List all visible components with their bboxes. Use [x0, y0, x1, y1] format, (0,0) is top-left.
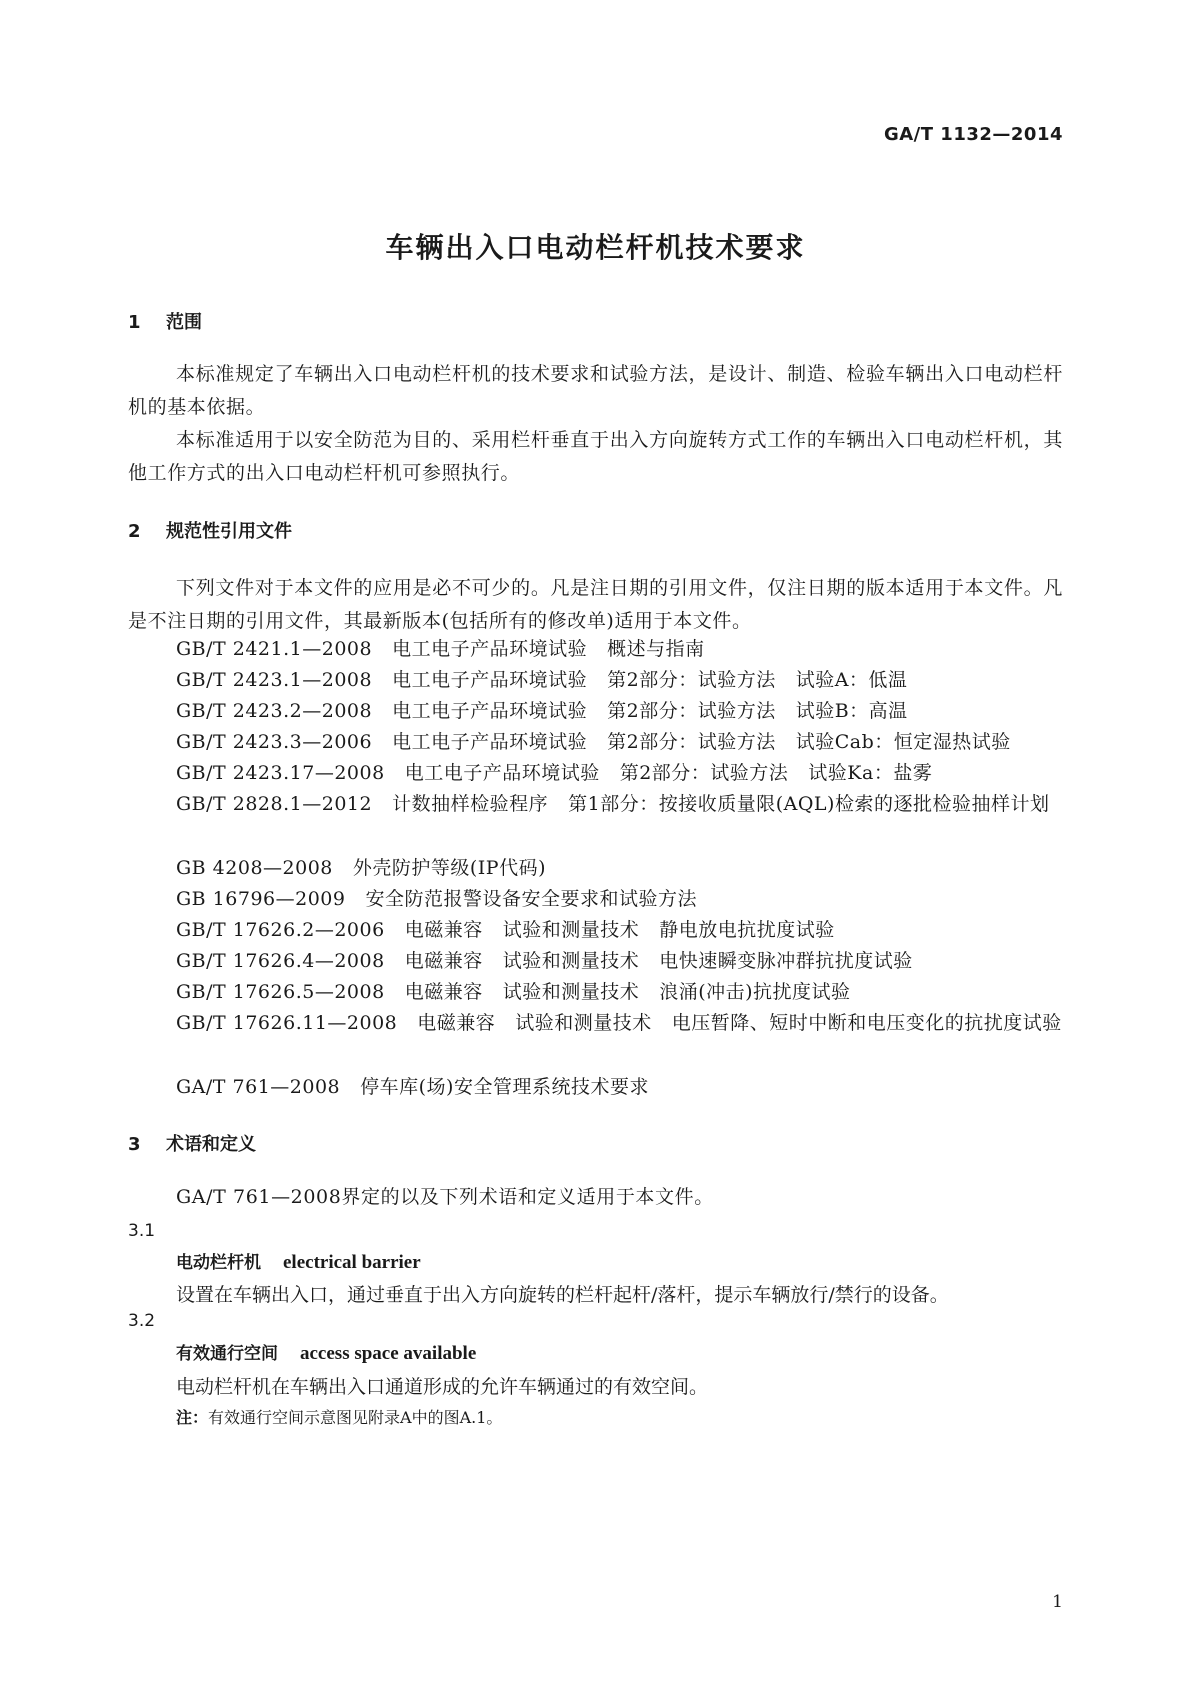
term-english: access space available	[300, 1343, 477, 1364]
reference-title: 静电放电抗扰度试验	[659, 919, 835, 941]
reference-title: 外壳防护等级(IP代码)	[352, 857, 547, 879]
reference-title: 电快速瞬变脉冲群抗扰度试验	[659, 950, 913, 972]
reference-title: 电磁兼容	[404, 919, 483, 941]
reference-title: 电工电子产品环境试验	[404, 762, 600, 784]
reference-item	[128, 695, 1063, 728]
reference-title: 试验A：低温	[795, 669, 908, 691]
reference-title: 电工电子产品环境试验	[392, 638, 588, 660]
reference-code: GB/T 17626.11—2008	[176, 1012, 398, 1034]
reference-title: 第1部分：按接收质量限(AQL)检索的逐批检验抽样计划	[568, 793, 1050, 815]
reference-title: 计数抽样检验程序	[392, 793, 549, 815]
reference-item	[128, 852, 1063, 885]
reference-item	[128, 757, 1063, 790]
reference-item	[128, 1007, 1063, 1040]
section-number: 1	[128, 312, 141, 333]
reference-title: 试验和测量技术	[515, 1012, 652, 1034]
section-2-heading	[128, 517, 292, 543]
page-number: 1	[1052, 1592, 1063, 1612]
term-number: 3.1	[128, 1221, 156, 1241]
section-title: 术语和定义	[166, 1134, 256, 1155]
reference-title: 电磁兼容	[404, 981, 483, 1003]
reference-title: 电磁兼容	[404, 950, 483, 972]
reference-code: GB/T 2421.1—2008	[176, 638, 373, 660]
reference-title: 电工电子产品环境试验	[392, 669, 588, 691]
reference-title: 安全防范报警设备安全要求和试验方法	[365, 888, 697, 910]
reference-title: 电工电子产品环境试验	[392, 731, 588, 753]
standard-code: GA/T 1132—2014	[883, 124, 1063, 145]
reference-item	[128, 945, 1063, 978]
reference-title: 电压暂降、短时中断和电压变化的抗扰度试验	[671, 1012, 1062, 1034]
reference-title: 试验和测量技术	[502, 950, 640, 972]
reference-code: GA/T 761—2008	[176, 1076, 341, 1098]
reference-code: GB/T 2423.3—2006	[176, 731, 373, 753]
terms-intro: GA/T 761—2008界定的以及下列术语和定义适用于本文件。	[176, 1186, 714, 1208]
reference-title: 试验Cab：恒定湿热试验	[795, 731, 1011, 753]
term-definition: 电动栏杆机在车辆出入口通道形成的允许车辆通过的有效空间。	[176, 1376, 709, 1398]
term-english: electrical barrier	[283, 1252, 421, 1273]
term-definition: 设置在车辆出入口，通过垂直于出入方向旋转的栏杆起杆/落杆，提示车辆放行/禁行的设备。	[176, 1284, 949, 1306]
reference-item	[128, 914, 1063, 947]
section-title: 规范性引用文件	[166, 521, 292, 542]
scope-paragraph: 本标准规定了车辆出入口电动栏杆机的技术要求和试验方法，是设计、制造、检验车辆出入口电动栏杆机的基本依据。	[128, 363, 1063, 418]
reference-title: 试验和测量技术	[502, 919, 640, 941]
reference-title: 第2部分：试验方法	[607, 669, 776, 691]
reference-title: 试验和测量技术	[502, 981, 640, 1003]
reference-item	[128, 664, 1063, 697]
note-label: 注：	[176, 1408, 209, 1427]
term-chinese: 电动栏杆机	[176, 1253, 261, 1273]
note-text: 有效通行空间示意图见附录A中的图A.1。	[208, 1408, 503, 1427]
document-title: 车辆出入口电动栏杆机技术要求	[385, 231, 806, 264]
reference-item	[128, 726, 1063, 759]
reference-code: GB/T 2423.17—2008	[176, 762, 385, 784]
reference-item	[128, 976, 1063, 1009]
section-number: 3	[128, 1134, 141, 1155]
reference-title: 电磁兼容	[417, 1012, 496, 1034]
reference-code: GB/T 17626.4—2008	[176, 950, 385, 972]
section-1-heading	[128, 308, 202, 334]
reference-item	[128, 1071, 1063, 1104]
term-chinese: 有效通行空间	[176, 1344, 278, 1364]
term-heading	[176, 1339, 476, 1365]
reference-code: GB/T 2423.2—2008	[176, 700, 373, 722]
references-intro: 下列文件对于本文件的应用是必不可少的。凡是注日期的引用文件，仅注日期的版本适用于本文件。凡是不注日期的引用文件，其最新版本(包括所有的修改单)适用于本文件。	[128, 577, 1063, 632]
reference-title: 试验B：高温	[795, 700, 908, 722]
term-number: 3.2	[128, 1311, 156, 1331]
reference-code: GB/T 17626.2—2006	[176, 919, 385, 941]
reference-code: GB/T 2828.1—2012	[176, 793, 373, 815]
reference-title: 试验Ka：盐雾	[808, 762, 933, 784]
reference-code: GB/T 2423.1—2008	[176, 669, 373, 691]
reference-title: 第2部分：试验方法	[619, 762, 789, 784]
scope-paragraph: 本标准适用于以安全防范为目的、采用栏杆垂直于出入方向旋转方式工作的车辆出入口电动栏杆机，其他工作方式的出入口电动栏杆机可参照执行。	[128, 429, 1063, 484]
reference-code: GB 16796—2009	[176, 888, 346, 910]
reference-title: 停车库(场)安全管理系统技术要求	[360, 1076, 649, 1098]
reference-code: GB 4208—2008	[176, 857, 333, 879]
reference-item	[128, 633, 1063, 666]
reference-title: 第2部分：试验方法	[607, 700, 776, 722]
reference-item	[128, 788, 1063, 821]
section-number: 2	[128, 521, 141, 542]
reference-code: GB/T 17626.5—2008	[176, 981, 385, 1003]
term-note	[176, 1405, 502, 1428]
section-3-heading	[128, 1130, 256, 1156]
reference-title: 电工电子产品环境试验	[392, 700, 588, 722]
term-heading	[176, 1248, 421, 1274]
reference-title: 第2部分：试验方法	[607, 731, 776, 753]
section-title: 范围	[166, 312, 202, 333]
reference-item	[128, 883, 1063, 916]
reference-title: 浪涌(冲击)抗扰度试验	[659, 981, 851, 1003]
reference-title: 概述与指南	[607, 638, 705, 660]
